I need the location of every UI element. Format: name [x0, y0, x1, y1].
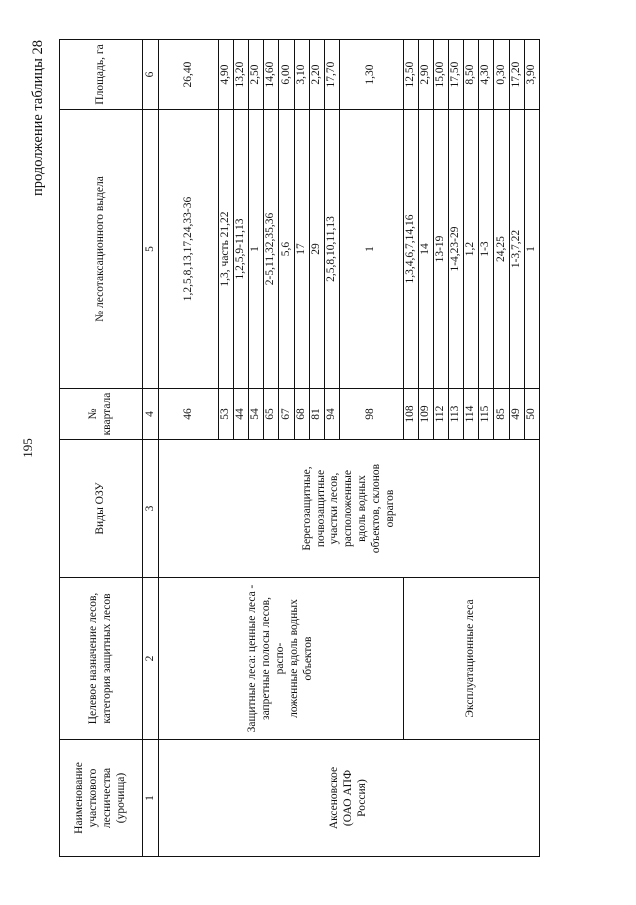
- header-ozu: Виды ОЗУ: [60, 440, 143, 578]
- area-cell: 2,90: [418, 40, 433, 110]
- ozu-line: вдоль водных: [356, 475, 369, 542]
- purpose-protective-cell: [159, 578, 403, 740]
- quarter-cell: 112: [433, 389, 448, 440]
- area-cell: 17,50: [448, 40, 463, 110]
- header-number: 3: [142, 440, 158, 578]
- plots-cell: 1-3,7,22: [509, 110, 524, 389]
- plots-cell: 5,6: [279, 110, 294, 389]
- quarter-cell: 85: [494, 389, 509, 440]
- quarter-cell: 49: [509, 389, 524, 440]
- area-cell: 8,50: [464, 40, 479, 110]
- ozu-line: расположенные: [342, 470, 355, 547]
- quarter-cell: 94: [324, 389, 339, 440]
- forestry-line: (ОАО АПФ: [342, 769, 355, 827]
- plots-cell: 1: [249, 110, 264, 389]
- area-cell: 17,70: [324, 40, 339, 110]
- plots-cell: 1,3,4,6,7,14,16: [403, 110, 418, 389]
- area-cell: 15,00: [433, 40, 448, 110]
- area-cell: 4,30: [479, 40, 494, 110]
- header-number-row: [142, 40, 158, 857]
- quarter-cell: 68: [294, 389, 309, 440]
- header-area: Площадь, га: [60, 40, 143, 110]
- table-continuation-caption: продолжение таблицы 28: [30, 40, 46, 196]
- plots-cell: 1,3, часть 21,22: [218, 110, 233, 389]
- purpose-exploitation-cell: Эксплуатационные леса: [403, 578, 539, 740]
- header-row: [60, 40, 143, 857]
- quarter-cell: 67: [279, 389, 294, 440]
- area-cell: 2,20: [309, 40, 324, 110]
- area-cell: 13,20: [233, 40, 248, 110]
- ozu-line: Берегозащитные,: [300, 466, 313, 551]
- quarter-cell: 81: [309, 389, 324, 440]
- header-number: 2: [142, 578, 158, 740]
- plots-cell: 1-3: [479, 110, 494, 389]
- quarter-cell: 98: [340, 389, 404, 440]
- forestry-table: [59, 39, 540, 857]
- purpose-line: запретные полосы лесов, распо-: [260, 597, 287, 720]
- plots-cell: 1-4,23-29: [448, 110, 463, 389]
- header-number: 5: [142, 110, 158, 389]
- forestry-line: Россия): [356, 779, 369, 817]
- area-cell: 2,50: [249, 40, 264, 110]
- plots-cell: 2-5,11,32,35,36: [264, 110, 279, 389]
- area-cell: 17,20: [509, 40, 524, 110]
- plots-cell: 1: [524, 110, 539, 389]
- purpose-line: объектов: [301, 636, 314, 681]
- purpose-protective: [246, 580, 315, 737]
- header-number: 4: [142, 389, 158, 440]
- purpose-line: Защитные леса: ценные леса -: [246, 584, 259, 733]
- plots-cell: 1,2: [464, 110, 479, 389]
- plots-cell: 14: [418, 110, 433, 389]
- header-plots: № лесотаксационного выдела: [60, 110, 143, 389]
- quarter-cell: 54: [249, 389, 264, 440]
- ozu-line: объектов, склонов: [369, 463, 382, 554]
- quarter-cell: 50: [524, 389, 539, 440]
- plots-cell: 17: [294, 110, 309, 389]
- area-cell: 1,30: [340, 40, 404, 110]
- quarter-cell: 65: [264, 389, 279, 440]
- plots-cell: 2,5,8,10,11,13: [324, 110, 339, 389]
- page-number: 195: [20, 438, 35, 458]
- area-cell: 0,30: [494, 40, 509, 110]
- header-quarter: № квартала: [60, 389, 143, 440]
- plots-cell: 1: [340, 110, 404, 389]
- ozu-type: [301, 442, 398, 575]
- quarter-cell: 108: [403, 389, 418, 440]
- plots-cell: 13-19: [433, 110, 448, 389]
- area-cell: 14,60: [264, 40, 279, 110]
- header-number: 1: [142, 740, 158, 857]
- purpose-line: ложенные вдоль водных: [287, 599, 300, 718]
- area-cell: 6,00: [279, 40, 294, 110]
- quarter-cell: 109: [418, 389, 433, 440]
- header-number: 6: [142, 40, 158, 110]
- area-cell: 3,90: [524, 40, 539, 110]
- ozu-line: участки лесов,: [328, 472, 341, 545]
- quarter-cell: 44: [233, 389, 248, 440]
- plots-cell: 1,2,5,8,13,17,24,33-36: [159, 110, 218, 389]
- plots-cell: 29: [309, 110, 324, 389]
- header-forestry: Наименование участкового лесничества (урочища): [60, 740, 143, 857]
- ozu-type-cell: [159, 440, 540, 578]
- ozu-line: почвозащитные: [314, 469, 327, 548]
- area-cell: 26,40: [159, 40, 218, 110]
- quarter-cell: 53: [218, 389, 233, 440]
- plots-cell: 24,25: [494, 110, 509, 389]
- forestry-name: [328, 742, 369, 854]
- quarter-cell: 115: [479, 389, 494, 440]
- forestry-line: Аксеновское: [328, 766, 341, 830]
- area-cell: 12,50: [403, 40, 418, 110]
- table-row: [159, 40, 218, 857]
- area-cell: 4,90: [218, 40, 233, 110]
- quarter-cell: 113: [448, 389, 463, 440]
- plots-cell: 1,2,5,9-11,13: [233, 110, 248, 389]
- ozu-line: оврагов: [383, 489, 396, 528]
- area-cell: 3,10: [294, 40, 309, 110]
- forestry-name-cell: [159, 740, 540, 857]
- quarter-cell: 114: [464, 389, 479, 440]
- quarter-cell: 46: [159, 389, 218, 440]
- header-purpose: Целевое назначение лесов, категория защитных лесов: [60, 578, 143, 740]
